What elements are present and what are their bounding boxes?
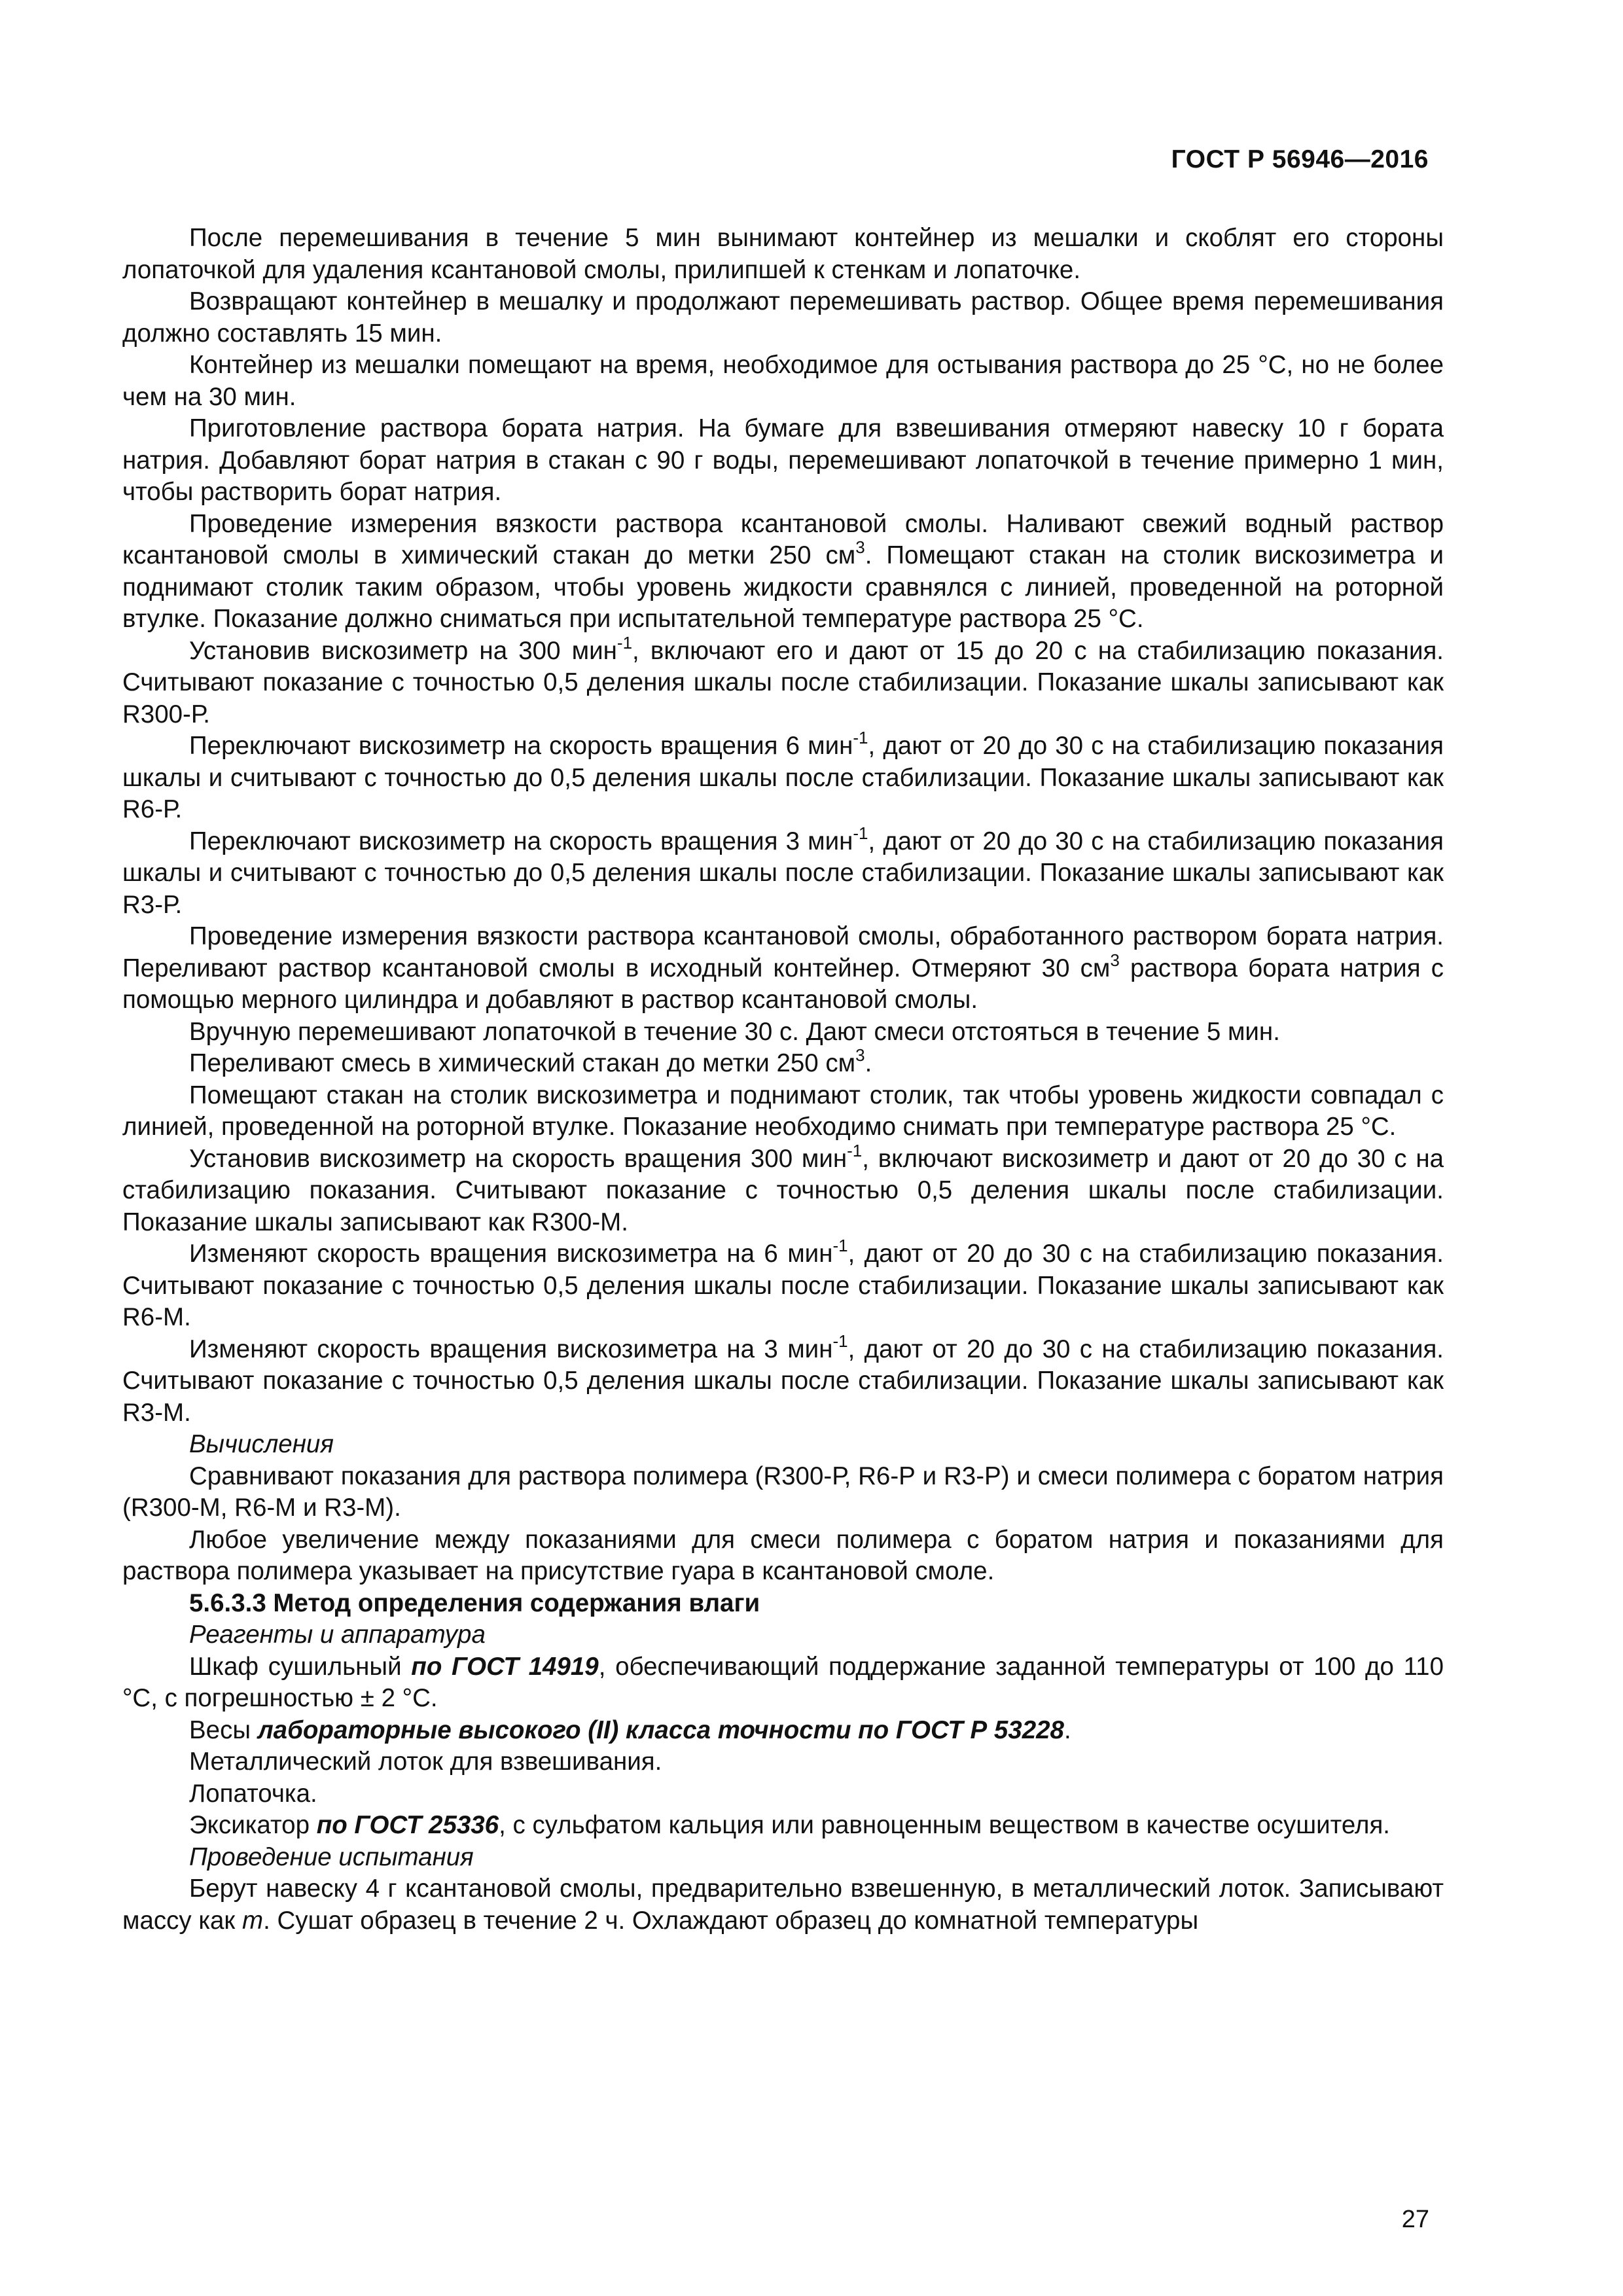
paragraph: После перемешивания в течение 5 мин вынимают контейнер из мешалки и скоблят его стороны лопаточкой для удаления ксантановой смолы, прилипшей к стенкам и лопаточке. <box>122 224 1444 284</box>
superscript: 3 <box>1110 950 1120 970</box>
text: . <box>1063 1715 1071 1744</box>
text: . <box>865 1049 872 1077</box>
text: . Помещают стакан на столик вискозиметра и поднимают столик таким образом, чтобы уровень жидкости сравнялся с линией, проведенной на роторной втулке. Показание должно сниматься при испытательной температуре раствора 25 °С. <box>122 541 1444 633</box>
paragraph <box>122 632 1444 731</box>
standard-reference: лабораторные высокого (II) класса точности по ГОСТ Р 53228 <box>257 1715 1064 1744</box>
superscript: 3 <box>855 1045 865 1065</box>
paragraph <box>122 509 1444 636</box>
text: , дают от 20 до 30 с на стабилизацию показания. Считывают показание с точностью 0,5 деления шкалы после стабилизации. Показание шкалы записывают как R6-М. <box>122 1240 1444 1331</box>
page-number: 27 <box>1401 2206 1429 2233</box>
text: , обеспечивающий поддержание заданной температуры от 100 до 110 °С, с погрешностью ± 2 °С. <box>122 1652 1444 1712</box>
text: Проведение измерения вязкости раствора ксантановой смолы. Наливают свежий водный раствор ксантановой смолы в химический стакан до метки 250 см <box>122 509 1444 569</box>
paragraph <box>122 1715 1444 1747</box>
superscript: -1 <box>853 728 868 747</box>
paragraph <box>122 1651 1444 1715</box>
text: раствора бората натрия с помощью мерного цилиндра и добавляют в раствор ксантановой смолы. <box>122 954 1444 1014</box>
text: , дают от 20 до 30 с на стабилизацию показания. Считывают показание с точностью 0,5 деления шкалы после стабилизации. Показание шкалы записывают как R3-М. <box>122 1335 1444 1427</box>
paragraph <box>122 1873 1444 1937</box>
paragraph: Любое увеличение между показаниями для смеси полимера с боратом натрия и показаниями для раствора полимера указывает на присутствие гуара в ксантановой смоле. <box>122 1525 1444 1585</box>
superscript: -1 <box>832 1236 848 1255</box>
text: , дают от 20 до 30 с на стабилизацию показания шкалы и считывают с точностью до 0,5 деления шкалы после стабилизации. Показание шкалы записывают как R3-Р. <box>122 827 1444 919</box>
document-body <box>122 223 1444 1937</box>
standard-reference: по ГОСТ 14919 <box>411 1652 599 1681</box>
paragraph <box>122 921 1444 1016</box>
paragraph: Металлический лоток для взвешивания. <box>189 1748 662 1776</box>
text: Установив вискозиметр на 300 мин <box>189 636 617 665</box>
paragraph: Приготовление раствора бората натрия. На бумаге для взвешивания отмеряют навеску 10 г бората натрия. Добавляют борат натрия в стакан с 90 г воды, перемешивают лопаточкой в течение примерно 1 мин, чтобы растворить борат натрия. <box>122 414 1444 506</box>
paragraph: Помещают стакан на столик вискозиметра и поднимают столик, так чтобы уровень жидкости совпадал с линией, проведенной на роторной втулке. Показание необходимо снимать при температуре раствора 25 °С. <box>122 1081 1444 1141</box>
paragraph: Вручную перемешивают лопаточкой в течение 30 с. Дают смеси отстояться в течение 5 мин. <box>189 1017 1280 1046</box>
text: . Сушат образец в течение 2 ч. Охлаждают образец до комнатной температуры <box>263 1906 1199 1935</box>
paragraph: Контейнер из мешалки помещают на время, необходимое для остывания раствора до 25 °С, но не более чем на 30 мин. <box>122 351 1444 411</box>
superscript: -1 <box>853 823 868 843</box>
standard-header: ГОСТ Р 56946—2016 <box>1171 145 1429 173</box>
subsection-heading: Вычисления <box>189 1430 334 1458</box>
text: , включают его и дают от 15 до 20 с на стабилизацию показания. Считывают показание с точностью 0,5 деления шкалы после стабилизации. Показание шкалы записывают как R300-Р. <box>122 636 1444 728</box>
subsection-heading: Проведение испытания <box>189 1842 474 1871</box>
paragraph <box>122 1331 1444 1429</box>
text: Изменяют скорость вращения вискозиметра на 6 мин <box>189 1240 833 1268</box>
superscript: 3 <box>855 537 865 557</box>
paragraph: Возвращают контейнер в мешалку и продолжают перемешивать раствор. Общее время перемешивания должно составлять 15 мин. <box>122 287 1444 348</box>
text: Эксикатор <box>189 1811 317 1839</box>
text: , с сульфатом кальция или равноценным веществом в качестве осушителя. <box>499 1811 1390 1839</box>
paragraph <box>122 823 1444 922</box>
text: Весы <box>189 1715 258 1744</box>
text: , дают от 20 до 30 с на стабилизацию показания шкалы и считывают с точностью до 0,5 деления шкалы после стабилизации. Показание шкалы записывают как R6-Р. <box>122 732 1444 823</box>
superscript: -1 <box>616 632 633 653</box>
text: Переливают смесь в химический стакан до метки 250 см <box>189 1049 856 1077</box>
superscript: -1 <box>847 1140 863 1160</box>
text: Установив вискозиметр на скорость вращения 300 мин <box>189 1144 847 1173</box>
paragraph <box>122 1045 1444 1080</box>
variable: m <box>241 1906 264 1935</box>
superscript: -1 <box>832 1331 848 1351</box>
section-heading: 5.6.3.3 Метод определения содержания влаги <box>189 1588 760 1617</box>
subsection-heading: Реагенты и аппаратура <box>189 1621 486 1649</box>
text: , включают вискозиметр и дают от 20 до 30 с на стабилизацию показания. Считывают показание с точностью 0,5 деления шкалы после стабилизации. Показание шкалы записывают как R300-М. <box>122 1144 1444 1236</box>
standard-reference: по ГОСТ 25336 <box>316 1811 499 1839</box>
paragraph <box>122 1140 1444 1239</box>
paragraph: Сравнивают показания для раствора полимера (R300-Р, R6-Р и R3-Р) и смеси полимера с боратом натрия (R300-М, R6-М и R3-М). <box>122 1462 1444 1522</box>
paragraph: Лопаточка. <box>189 1779 317 1808</box>
text: Переключают вискозиметр на скорость вращения 3 мин <box>189 827 853 855</box>
text: Шкаф сушильный <box>189 1652 412 1681</box>
text: Переключают вискозиметр на скорость вращения 6 мин <box>189 732 853 760</box>
paragraph <box>122 730 1444 826</box>
text: Изменяют скорость вращения вискозиметра на 3 мин <box>189 1335 833 1363</box>
text: Берут навеску 4 г ксантановой смолы, предварительно взвешенную, в металлический лоток. Записывают массу как <box>122 1874 1444 1935</box>
paragraph <box>122 1238 1444 1334</box>
paragraph <box>122 1810 1444 1842</box>
text: Проведение измерения вязкости раствора ксантановой смолы, обработанного раствором бората натрия. Переливают раствор ксантановой смолы в исходный контейнер. Отмеряют 30 см <box>122 922 1444 982</box>
